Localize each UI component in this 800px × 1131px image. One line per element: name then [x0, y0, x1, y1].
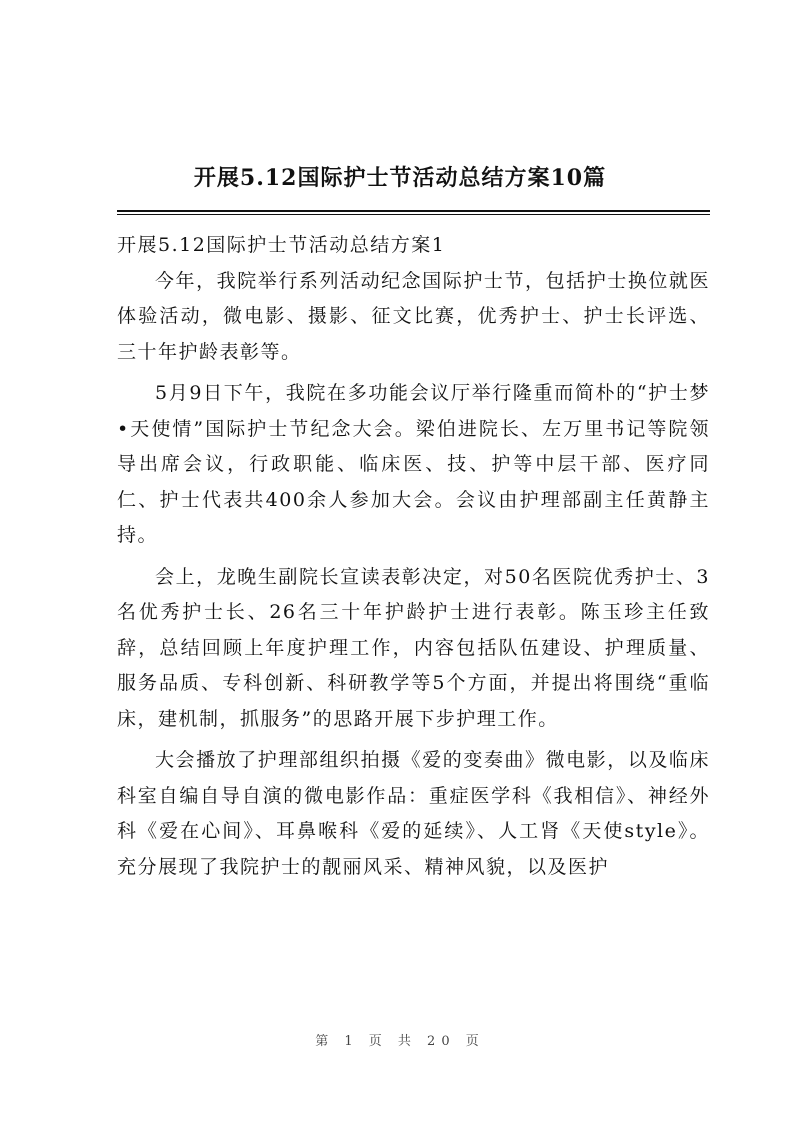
paragraph-4: 大会播放了护理部组织拍摄《爱的变奏曲》微电影，以及临床科室自编自导自演的微电影作品：重症医学科《我相信》、神经外科《爱在心间》、耳鼻喉科《爱的延续》、人工肾《天使style》。充分展现了我院护士的靓丽风采、精神风貌，以及医护 — [117, 749, 710, 878]
document-title: 开展5.12国际护士节活动总结方案10篇 — [193, 165, 607, 191]
section-heading: 开展5.12国际护士节活动总结方案1 — [117, 234, 446, 256]
page-footer: 第 1 页 共 20 页 — [315, 1034, 485, 1049]
document-body — [117, 228, 710, 891]
paragraph-2: 5月9日下午，我院在多功能会议厅举行隆重而简朴的“护士梦•天使情”国际护士节纪念大会。梁伯进院长、左万里书记等院领导出席会议，行政职能、临床医、技、护等中层干部、医疗同仁、护士代表共400余人参加大会。会议由护理部副主任黄静主持。 — [117, 382, 710, 546]
title-rule-thin — [117, 214, 710, 215]
title-rule-thick — [117, 210, 710, 212]
paragraph-3: 会上，龙晚生副院长宣读表彰决定，对50名医院优秀护士、3名优秀护士长、26名三十年护龄护士进行表彰。陈玉珍主任致辞，总结回顾上年度护理工作，内容包括队伍建设、护理质量、服务品质、专科创新、科研教学等5个方面，并提出将围绕“重临床，建机制，抓服务”的思路开展下步护理工作。 — [117, 565, 710, 730]
paragraph-1: 今年，我院举行系列活动纪念国际护士节，包括护士换位就医体验活动，微电影、摄影、征文比赛，优秀护士、护士长评选、三十年护龄表彰等。 — [117, 269, 710, 363]
